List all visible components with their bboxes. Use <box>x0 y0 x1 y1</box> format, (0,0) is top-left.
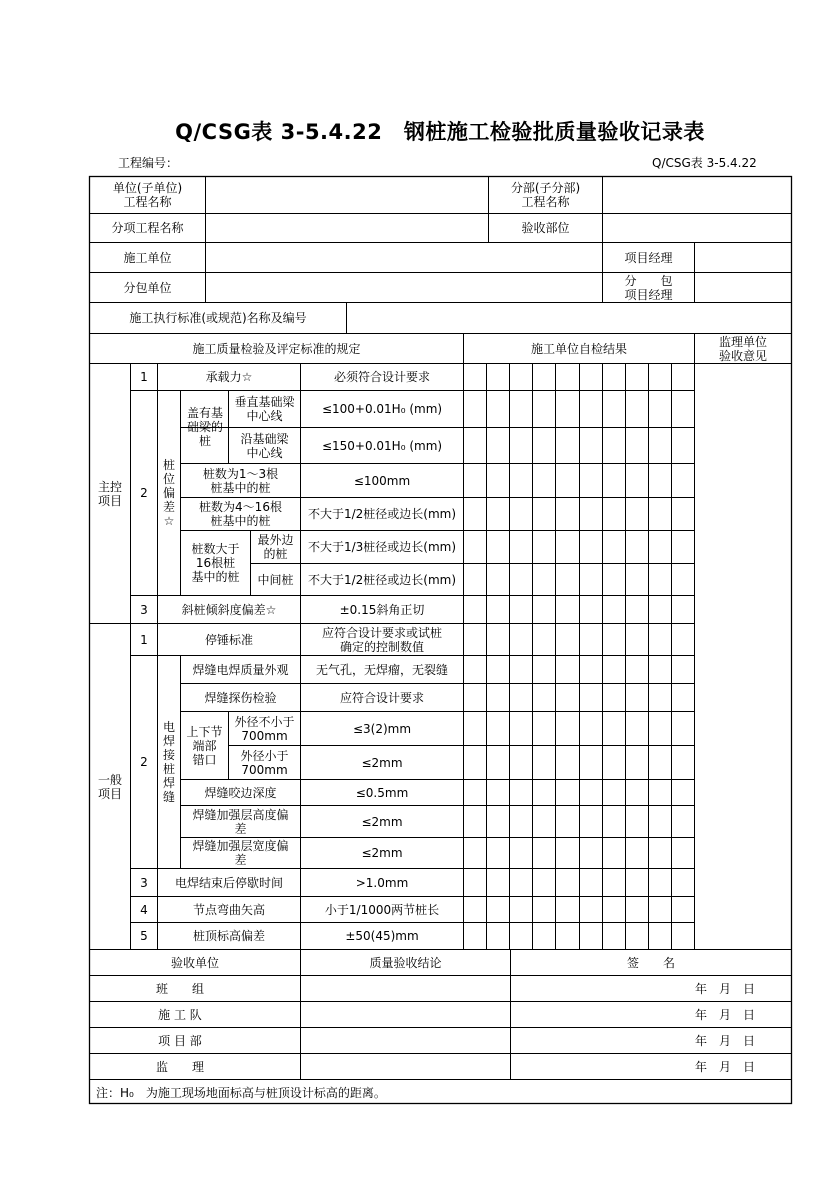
project-manager-label: 项目经理 <box>624 250 673 265</box>
branch-name-label: 分部(子分部) 工程名称 <box>510 181 581 209</box>
general-item3-no: 3 <box>140 875 148 890</box>
capped-pile-label: 盖有基础梁的桩 <box>186 406 223 448</box>
piles-over-16-label: 桩数大于 16根桩 基中的桩 <box>191 542 240 584</box>
main-item1-req: 必须符合设计要求 <box>333 370 430 384</box>
sub-manager-label: 分 包 项目经理 <box>624 273 673 302</box>
signoff-row-project-dept: 项 目 部 <box>158 1033 202 1048</box>
main-item3-no: 3 <box>140 602 148 617</box>
signoff-date: 年 月 日 <box>694 1007 755 1022</box>
signoff-date: 年 月 日 <box>694 1033 755 1048</box>
pile-position-deviation-label: 桩位偏差☆ <box>162 458 175 528</box>
piles-1-3-req: ≤100mm <box>353 473 411 488</box>
weld-appearance-label: 焊缝电焊质量外观 <box>192 662 289 677</box>
general-item5-name: 桩顶标高偏差 <box>192 929 265 943</box>
general-category: 一般 项目 <box>97 772 122 801</box>
middle-pile-req: 不大于1/2桩径或边长(mm) <box>307 572 457 587</box>
weld-appearance-req: 无气孔，无焊瘤，无裂缝 <box>315 662 448 677</box>
undercut-req: ≤0.5mm <box>355 785 409 800</box>
piles-1-3-label: 桩数为1～3根 桩基中的桩 <box>202 466 279 495</box>
signoff-date: 年 月 日 <box>694 1059 755 1074</box>
perp-centerline-req: ≤100+0.01H₀ (mm) <box>321 402 443 416</box>
end-misalignment-label: 上下节 端部 错口 <box>186 724 223 767</box>
acceptance-part-field[interactable] <box>603 214 791 242</box>
acceptance-part-label: 验收部位 <box>521 221 570 235</box>
od-not-less-700-label: 外径不小于 700mm <box>234 714 295 743</box>
weld-seam-group-label: 电焊接桩焊缝 <box>162 720 175 804</box>
general-item1-no: 1 <box>140 632 148 647</box>
footnote: 注：H₀ 为施工现场地面标高与桩顶设计标高的距离。 <box>96 1086 386 1100</box>
subcontract-unit-field[interactable] <box>206 273 602 302</box>
project-manager-field[interactable] <box>695 243 791 272</box>
general-item2-no: 2 <box>140 755 148 769</box>
piles-4-16-req: 不大于1/2桩径或边长(mm) <box>307 507 457 521</box>
form-title: Q/CSG表 3-5.4.22 钢桩施工检验批质量验收记录表 <box>175 120 705 144</box>
general-item5-req: ±50(45)mm <box>345 929 419 943</box>
sub-manager-field[interactable] <box>695 273 791 302</box>
weld-flaw-req: 应符合设计要求 <box>339 690 424 705</box>
reinforcement-width-label: 焊缝加强层宽度偏 差 <box>192 839 289 867</box>
main-item1-no: 1 <box>140 370 148 384</box>
unit-name-label: 单位(子单位) 工程名称 <box>112 181 183 209</box>
od-less-700-req: ≤2mm <box>361 755 403 770</box>
reinforcement-height-req: ≤2mm <box>361 814 403 829</box>
acceptance-unit-header: 验收单位 <box>170 955 219 970</box>
od-not-less-700-req: ≤3(2)mm <box>352 721 412 736</box>
signoff-row-team: 班 组 <box>155 981 204 996</box>
reinforcement-height-label: 焊缝加强层高度偏 差 <box>192 807 289 836</box>
undercut-label: 焊缝咬边深度 <box>204 785 277 800</box>
spec-column-header: 施工质量检验及评定标准的规定 <box>192 341 361 356</box>
general-item4-req: 小于1/1000两节桩长 <box>324 902 440 917</box>
form-code: Q/CSG表 3-5.4.22 <box>652 156 757 170</box>
general-item1-name: 停锤标准 <box>204 632 253 647</box>
outermost-pile-label: 最外边 的桩 <box>257 533 294 561</box>
main-item1-name: 承载力☆ <box>205 370 253 384</box>
quality-conclusion-header: 质量验收结论 <box>369 955 442 970</box>
along-centerline-req: ≤150+0.01H₀ (mm) <box>321 438 443 453</box>
general-item3-req: >1.0mm <box>355 875 409 890</box>
signoff-row-crew: 施 工 队 <box>158 1007 202 1022</box>
main-control-category: 主控 项目 <box>97 479 122 508</box>
subcontract-unit-label: 分包单位 <box>123 280 172 295</box>
general-item4-name: 节点弯曲矢高 <box>192 902 265 917</box>
piles-4-16-label: 桩数为4～16根 桩基中的桩 <box>199 500 282 528</box>
sub-item-field[interactable] <box>206 214 488 242</box>
sub-item-label: 分项工程名称 <box>111 221 184 235</box>
standard-label: 施工执行标准(或规范)名称及编号 <box>129 311 307 325</box>
unit-name-field[interactable] <box>206 177 488 213</box>
signature-header: 签 名 <box>626 955 675 970</box>
weld-flaw-label: 焊缝探伤检验 <box>204 690 277 705</box>
along-centerline-label: 沿基础梁 中心线 <box>240 431 289 460</box>
construction-unit-field[interactable] <box>206 243 602 272</box>
perp-centerline-label: 垂直基础梁 中心线 <box>234 395 295 423</box>
general-item1-req: 应符合设计要求或试桩 确定的控制数值 <box>321 625 442 654</box>
middle-pile-label: 中间桩 <box>257 572 294 587</box>
reinforcement-width-req: ≤2mm <box>361 846 403 860</box>
main-item3-req: ±0.15斜角正切 <box>339 602 425 617</box>
supervision-column-header: 监理单位 验收意见 <box>718 334 767 363</box>
construction-unit-label: 施工单位 <box>123 250 172 265</box>
self-check-column-header: 施工单位自检结果 <box>530 341 627 356</box>
od-less-700-label: 外径小于 700mm <box>240 748 289 777</box>
signoff-date: 年 月 日 <box>694 981 755 996</box>
standard-field[interactable] <box>347 303 791 333</box>
main-item3-name: 斜桩倾斜度偏差☆ <box>181 602 277 617</box>
signoff-row-supervision: 监 理 <box>155 1059 204 1074</box>
general-item3-name: 电焊结束后停歇时间 <box>174 875 283 890</box>
general-item4-no: 4 <box>140 902 148 917</box>
project-number-label: 工程编号： <box>118 156 179 170</box>
main-item2-no: 2 <box>140 486 148 500</box>
branch-name-field[interactable] <box>603 177 791 213</box>
outermost-pile-req: 不大于1/3桩径或边长(mm) <box>307 540 457 554</box>
general-item5-no: 5 <box>140 929 148 943</box>
